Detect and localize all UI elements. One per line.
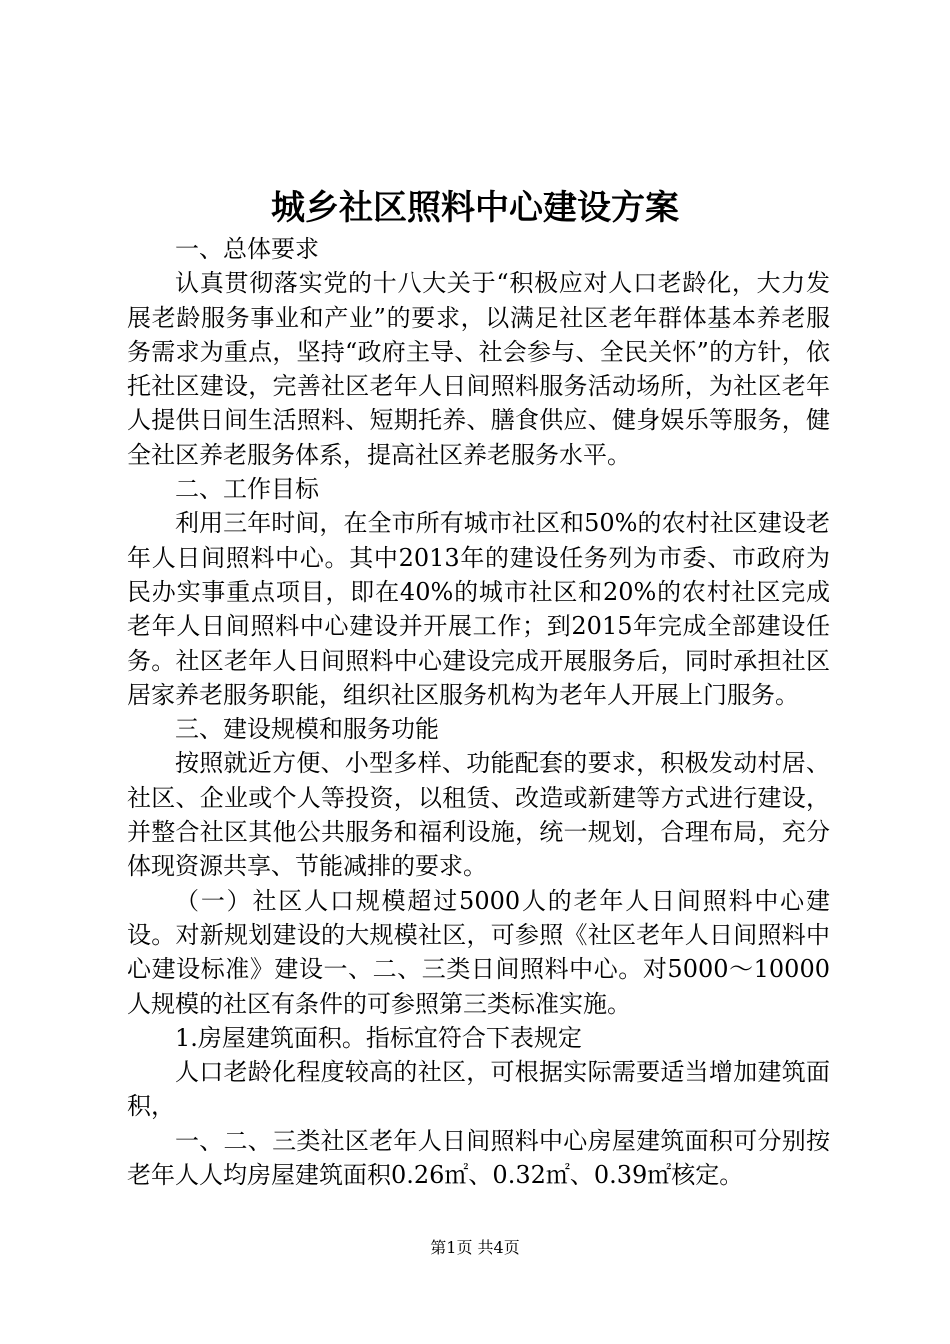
paragraph-building-area-note: 人口老龄化程度较高的社区，可根据实际需要适当增加建筑面积， (127, 1058, 830, 1121)
section-heading-scale-and-functions: 三、建设规模和服务功能 (175, 715, 439, 744)
paragraph-building-area-heading: 1.房屋建筑面积。指标宜符合下表规定 (175, 1023, 582, 1052)
paragraph-subsection-one: （一）社区人口规模超过5000人的老年人日间照料中心建设。对新规划建设的大规模社区，可参照《社区老年人日间照料中心建设标准》建设一、二、三类日间照料中心。对5000～10000人规模的社区有条件的可参照第三类标准实施。 (127, 886, 830, 1018)
section-heading-work-goals: 二、工作目标 (175, 475, 319, 504)
paragraph-building-area-standard: 一、二、三类社区老年人日间照料中心房屋建筑面积可分别按老年人人均房屋建筑面积0.26㎡、0.32㎡、0.39㎡核定。 (127, 1126, 830, 1190)
document-title: 城乡社区照料中心建设方案 (271, 188, 679, 228)
paragraph-general-requirements: 认真贯彻落实党的十八大关于“积极应对人口老龄化，大力发展老龄服务事业和产业”的要求，以满足社区老年群体基本养老服务需求为重点，坚持“政府主导、社会参与、全民关怀”的方针，依托社区建设，完善社区老年人日间照料服务活动场所，为社区老年人提供日间生活照料、短期托养、膳食供应、健身娱乐等服务，健全社区养老服务体系，提高社区养老服务水平。 (127, 269, 830, 469)
page-footer: 第1页 共4页 (430, 1238, 520, 1257)
section-heading-general-requirements: 一、总体要求 (175, 235, 319, 263)
paragraph-scale-and-functions: 按照就近方便、小型多样、功能配套的要求，积极发动村居、社区、企业或个人等投资，以租赁、改造或新建等方式进行建设，并整合社区其他公共服务和福利设施，统一规划，合理布局，充分体现资源共享、节能减排的要求。 (127, 749, 830, 881)
paragraph-work-goals: 利用三年时间，在全市所有城市社区和50%的农村社区建设老年人日间照料中心。其中2013年的建设任务列为市委、市政府为民办实事重点项目，即在40%的城市社区和20%的农村社区完成老年人日间照料中心建设并开展工作；到2015年完成全部建设任务。社区老年人日间照料中心建设完成开展服务后，同时承担社区居家养老服务职能，组织社区服务机构为老年人开展上门服务。 (127, 509, 830, 709)
document-body (127, 232, 830, 1192)
